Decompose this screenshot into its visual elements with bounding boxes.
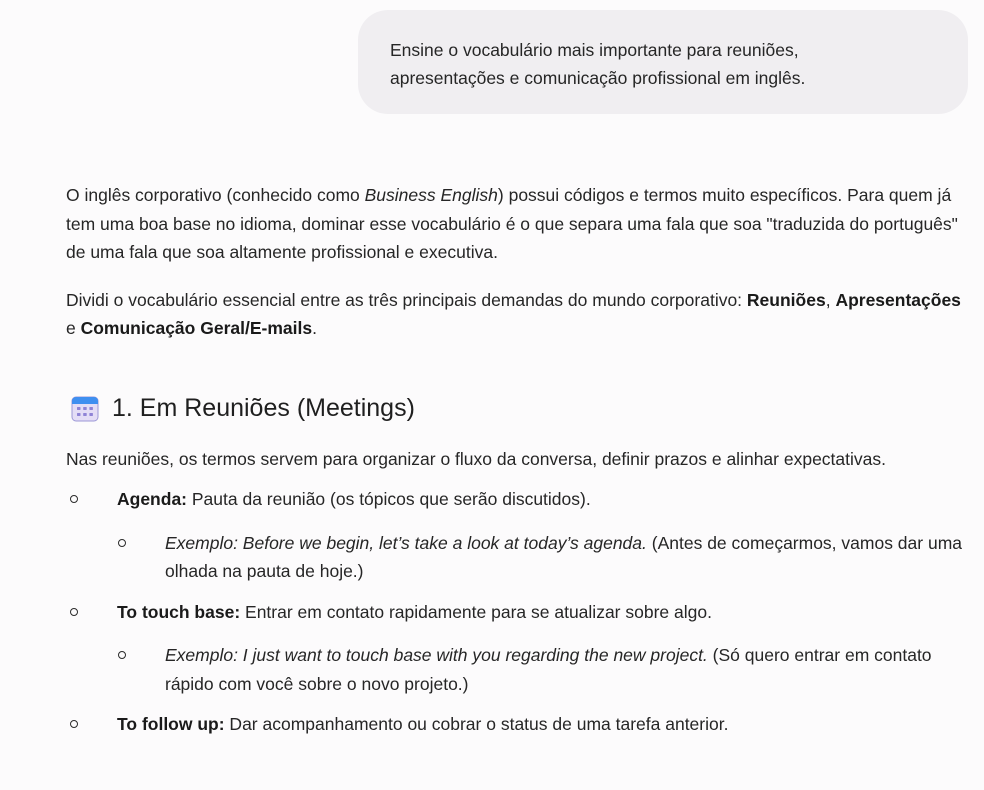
list-item-agenda	[66, 485, 966, 586]
example-list	[117, 529, 966, 586]
bullet	[70, 720, 78, 728]
definition: Entrar em contato rapidamente para se atualizar sobre algo.	[240, 601, 712, 622]
section-title: 1. Em Reuniões (Meetings)	[112, 393, 415, 422]
list-item-follow-up	[66, 710, 966, 739]
intro-text-2: ) possui códigos e termos muito específicos. Para quem já tem uma boa base no idioma, dominar esse vocabulário é o que separa uma fala que soa "traduzida do português" de uma fala que soa altamente profissional e executiva.	[66, 185, 958, 262]
bullet	[70, 495, 78, 503]
section-heading-meetings	[66, 392, 966, 424]
intro-term: Business English	[364, 185, 498, 205]
user-message-line-1: Ensine o vocabulário mais importante para reuniões,	[390, 40, 799, 60]
assistant-response	[66, 181, 966, 751]
example-item	[117, 529, 966, 586]
example-list	[117, 641, 966, 698]
intro-paragraph	[66, 181, 966, 267]
definition: Pauta da reunião (os tópicos que serão discutidos).	[187, 489, 591, 509]
bullet	[70, 608, 78, 616]
bullet	[118, 539, 126, 547]
definition: Dar acompanhamento ou cobrar o status de uma tarefa anterior.	[224, 714, 729, 734]
categories-paragraph	[66, 286, 966, 343]
example-sentence: Exemplo: Before we begin, let’s take a look at today’s agenda.	[165, 532, 647, 553]
user-message-line-2: apresentações e comunicação profissional em inglês.	[390, 68, 806, 88]
vocabulary-list	[66, 485, 966, 739]
example-translation: (Só quero entrar em contato rápido com você sobre o novo projeto.)	[165, 645, 932, 694]
bullet	[118, 651, 126, 659]
example-sentence: Exemplo: I just want to touch base with you regarding the new project.	[165, 645, 708, 665]
list-item-touch-base	[66, 598, 966, 699]
category-meetings: Reuniões	[746, 289, 826, 310]
categories-end: .	[312, 318, 317, 338]
section-intro: Nas reuniões, os termos servem para organizar o fluxo da conversa, definir prazos e alinhar expectativas.	[66, 448, 886, 469]
categories-text: Dividi o vocabulário essencial entre as três principais demandas do mundo corporativo:	[66, 289, 747, 310]
category-communication: Comunicação Geral/E-mails	[80, 318, 313, 338]
categories-sep-1: ,	[825, 289, 836, 310]
categories-sep-2: e	[66, 318, 81, 338]
category-presentations: Apresentações	[835, 289, 961, 310]
user-message-bubble	[358, 10, 968, 114]
term: To follow up:	[117, 714, 225, 734]
calendar-icon	[70, 393, 100, 423]
example-translation: (Antes de começarmos, vamos dar uma olhada na pauta de hoje.)	[165, 532, 963, 581]
term: Agenda:	[117, 489, 187, 509]
intro-text-1: O inglês corporativo (conhecido como	[66, 185, 365, 205]
term: To touch base:	[117, 601, 241, 622]
example-item	[117, 641, 966, 698]
